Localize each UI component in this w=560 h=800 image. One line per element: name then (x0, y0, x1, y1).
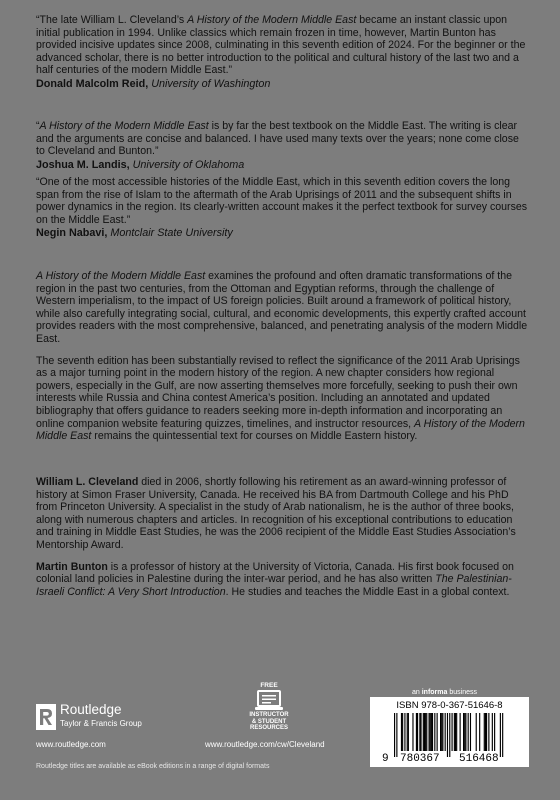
barcode-bar (396, 713, 397, 757)
barcode-bar (408, 713, 409, 751)
barcode-bar (394, 713, 395, 757)
barcode-bar (463, 713, 464, 751)
endorsement-text: “A History of the Modern Middle East is by far the best textbook on the Middle East. The writing is clear and the arguments are concise and balanced. I have used many texts over the years; none come close to Cleveland and Bunton.” (36, 120, 519, 158)
barcode-bar (470, 713, 471, 751)
barcode-bar (401, 713, 402, 751)
barcode-bar (419, 713, 420, 751)
endorsement-3 (36, 176, 528, 240)
barcode-bar (465, 713, 466, 751)
endorsement-1 (36, 14, 528, 91)
bio-bunton: Martin Bunton is a professor of history at the University of Victoria, Canada. His first book focused on colonial land policies in Palestine during the inter-war period, and he has also written The Palestinian-Israeli Conflict: A Very Short Introduction. He studies and teaches the Middle East in a global context. (36, 560, 514, 598)
endorsement-text: “The late William L. Cleveland’s A History of the Modern Middle East became an instant classic upon initial publication in 1994. Unlike classics which remain frozen in time, however, Martin Bunton has provided incisive updates since 2008, culminating in this seventh edition of 2024. For the beginner or the advanced scholar, there is no better introduction to the political and cultural history of the last two and a half centuries of the modern Middle East.” (36, 14, 526, 77)
book-description (36, 270, 528, 452)
resources-label-3: RESOURCES (249, 725, 288, 731)
resources-label-1: INSTRUCTOR (249, 712, 289, 718)
barcode-bar (402, 713, 403, 751)
barcode-bar (449, 713, 450, 757)
companion-website: www.routledge.com/cw/Cleveland (205, 740, 325, 749)
barcode-bar (412, 713, 413, 751)
publisher-website: www.routledge.com (36, 740, 106, 749)
publisher-group: Taylor & Francis Group (60, 719, 142, 728)
barcode-graphic (394, 713, 505, 757)
publisher-name: Routledge (60, 702, 122, 717)
endorsement-text: “One of the most accessible histories of the Middle East, which in this seventh edition covers the long span from the rise of Islam to the aftermath of the Arab Uprisings of 2011 and the subsequent shifts in power dynamics in the region. Its clearly-written account makes it the perfect textbook for survey courses on the Middle East.” (36, 176, 528, 226)
barcode-bar (455, 713, 456, 751)
barcode-bar (447, 713, 448, 757)
barcode-bar (494, 713, 495, 751)
barcode-bar (502, 713, 503, 757)
barcode-bar (407, 713, 408, 751)
barcode-bar (426, 713, 427, 751)
barcode-bar (460, 713, 461, 751)
free-label: FREE (260, 682, 278, 689)
barcode-bar (434, 713, 435, 751)
isbn-barcode: ISBN 978-0-367-51646-8 9 780367 516468 (370, 697, 529, 767)
barcode-bar (420, 713, 421, 751)
barcode-bar (445, 713, 446, 751)
endorser: Negin Nabavi, Montclair State University (36, 227, 233, 240)
barcode-bar (456, 713, 457, 751)
barcode-bar (404, 713, 405, 751)
barcode-bar (468, 713, 469, 751)
endorser: Donald Malcolm Reid, University of Washington (36, 77, 271, 90)
author-bios (36, 476, 528, 607)
barcode-bar (441, 713, 442, 751)
informa-tagline: an informa business (412, 689, 477, 696)
barcode-bar (437, 713, 438, 751)
endorsement-2 (36, 120, 528, 171)
barcode-bar (485, 713, 486, 751)
barcode-bar (425, 713, 426, 751)
laptop-icon (254, 690, 284, 712)
resources-label-2: & STUDENT (251, 718, 287, 725)
barcode-bar (442, 713, 443, 751)
barcode-bar (484, 713, 485, 751)
barcode-bar (423, 713, 424, 751)
barcode-bar (431, 713, 432, 751)
barcode-bar (424, 713, 425, 751)
barcode-bar (488, 713, 489, 751)
barcode-bar (417, 713, 418, 751)
barcode-bar (454, 713, 455, 751)
barcode-bar (492, 713, 493, 751)
barcode-bar (476, 713, 477, 751)
routledge-logo-icon (36, 704, 56, 730)
description-paragraph-2: The seventh edition has been substantially revised to reflect the significance of the 2011 Arab Uprisings as a major turning point in the modern history of the region. A new chapter considers how regional powers, especially in the Gulf, are now asserting themselves more forcefully, seeking to push their own interests while Russia and China contest America’s position. Including an annotated and updated bibliography that offers guidance to readers seeking more in-depth information and incorporating an online companion website featuring quizzes, timelines, and instructor resources, A History of the Modern Middle East remains the quintessential text for courses on Middle Eastern history. (36, 354, 525, 443)
barcode-bar (500, 713, 501, 757)
isbn-label: ISBN 978-0-367-51646-8 (396, 700, 503, 711)
barcode-bar (429, 713, 430, 751)
ebook-footnote: Routledge titles are available as eBook editions in a range of digital formats (36, 763, 270, 770)
endorser: Joshua M. Landis, University of Oklahoma (36, 158, 245, 171)
barcode-bar (416, 713, 417, 751)
barcode-bar (452, 713, 453, 751)
resources-badge (240, 682, 298, 732)
barcode-bar (479, 713, 480, 751)
barcode-bar (464, 713, 465, 751)
bio-cleveland: William L. Cleveland died in 2006, shortly following his retirement as an award-winning professor of history at Simon Fraser University, Canada. He received his BA from Dartmouth College and his PhD from Princeton University. A specialist in the study of Arab nationalism, he is the author of three books, along with numerous chapters and articles. In recognition of his exceptional contributions to education and training in Middle East Studies, he was the 2006 recipient of the Middle East Studies Association’s Mentorship Award. (36, 476, 516, 551)
barcode-bar (440, 713, 441, 751)
barcode-bar (430, 713, 431, 751)
description-paragraph-1: A History of the Modern Middle East examines the profound and often dramatic transformations of the region in the past two centuries, from the Ottoman and Egyptian reforms, through the challenge of Western imperialism, to the impact of US foreign policies. Built around a framework of political history, while also carefully integrating social, cultural, and economic developments, this expertly crafted account provides readers with the most comprehensive, balanced, and penetrating analysis of the modern Middle East. (36, 270, 528, 345)
barcode-bar (432, 713, 433, 751)
barcode-bar (486, 713, 487, 751)
